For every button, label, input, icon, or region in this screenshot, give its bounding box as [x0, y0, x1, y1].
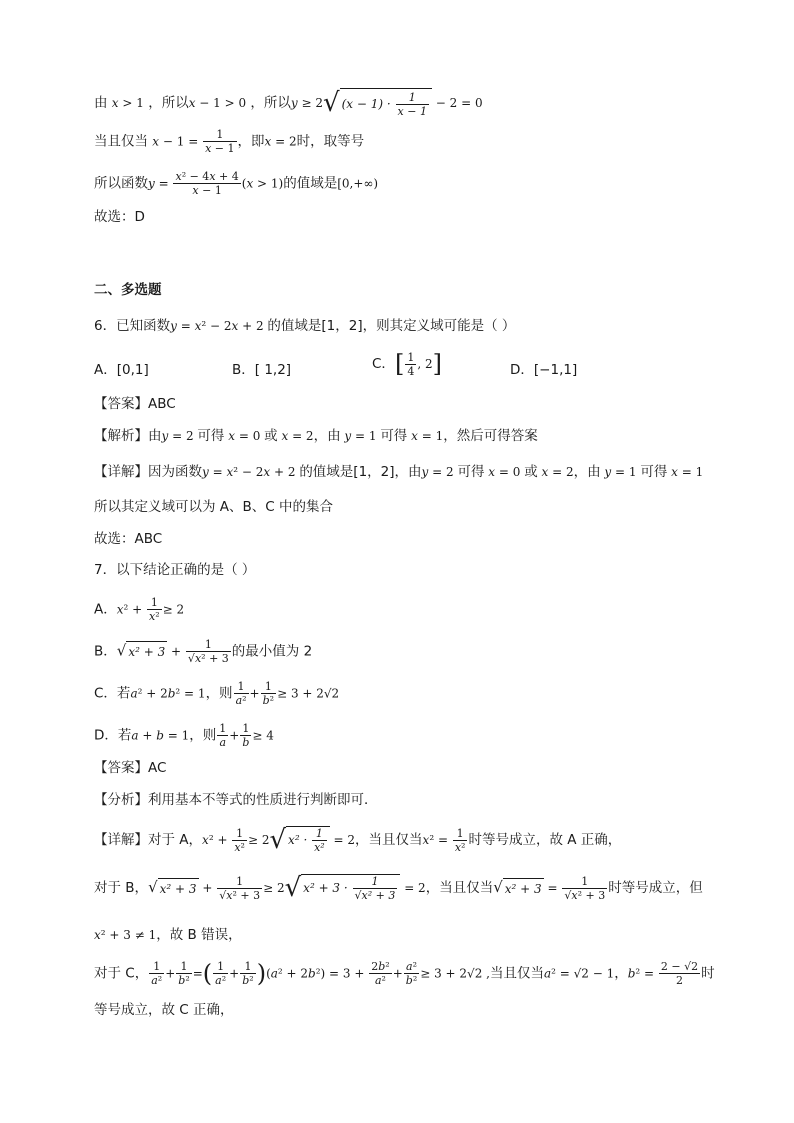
math: x² +: [202, 833, 232, 847]
text: D．若: [94, 727, 132, 744]
math: x: [277, 429, 289, 443]
radical-sign: √: [116, 641, 127, 660]
text: 对于 B，: [94, 880, 149, 896]
math: a² + 2b² = 1: [130, 686, 206, 701]
text: B．: [94, 643, 117, 660]
fraction: $\frac{2 - √2}{2}$: [660, 960, 699, 987]
math: =: [543, 881, 562, 895]
math: > 1: [118, 96, 144, 110]
text: C．: [372, 356, 395, 372]
text: 时等号成立，故 A 正确，: [468, 832, 622, 848]
text: ，当且仅当: [425, 880, 494, 896]
math: ≥ 2: [297, 96, 324, 110]
math: x: [111, 96, 119, 110]
fraction: $\frac{1}{x - 1}$: [397, 91, 427, 118]
text: 对于 A，: [148, 832, 203, 848]
math: x: [537, 465, 549, 479]
math: = 1: [677, 465, 704, 479]
math: x² + 3 ≠ 1: [94, 928, 157, 942]
text: 的值域是: [283, 175, 338, 192]
math: x: [484, 465, 496, 479]
math: x² +: [116, 602, 147, 617]
math: =: [154, 176, 173, 191]
text: A．: [94, 601, 117, 618]
math: = 2: [168, 429, 198, 443]
q6-stem: [94, 316, 515, 336]
text: B．[ 1,2]: [232, 362, 292, 378]
radicand: x² + 3: [158, 878, 199, 899]
text: 的值域是[1，2]，由: [299, 464, 422, 480]
math: y: [600, 465, 612, 479]
q6-option-b: [232, 358, 291, 378]
math: , 2: [417, 357, 433, 371]
fraction: $\frac{1}{\text{b²}}$: [178, 960, 190, 987]
math: (: [202, 959, 213, 988]
math: +: [198, 881, 217, 895]
math: y: [148, 176, 155, 191]
math: ≥ 3 + 2√2 ,: [420, 966, 490, 981]
text: 时等号成立，但: [608, 880, 703, 896]
analysis-tag: 【解析】: [94, 428, 148, 444]
math: +: [249, 686, 260, 701]
math: = 2: [548, 465, 574, 479]
math: x: [152, 134, 160, 149]
text-line-4: [94, 207, 145, 227]
math: y: [161, 429, 169, 443]
fraction: $\frac{1}{a}$: [219, 722, 227, 749]
math: y: [421, 465, 429, 479]
q6-option-a: [94, 358, 149, 378]
math: y: [290, 96, 298, 110]
math: a² = √2 − 1: [543, 966, 615, 981]
math: x: [264, 134, 272, 149]
radicand: x² + 3: [503, 878, 544, 899]
q7-option-b: [94, 638, 312, 665]
math: = 0: [495, 465, 525, 479]
math: ≥ 3 + 2√2: [277, 686, 340, 701]
q6-detail: [94, 462, 703, 482]
text: ，所以: [250, 95, 291, 111]
radical-sign: √: [493, 878, 503, 896]
text: ，由: [573, 464, 601, 480]
section-heading: 二、多选题: [94, 282, 162, 298]
text: 可得: [640, 464, 668, 480]
math: = 2: [288, 429, 314, 443]
radicand: x² + 3: [126, 641, 167, 662]
q6-option-c: [372, 350, 442, 378]
math: = x² − 2x + 2: [176, 319, 268, 333]
text-line-2: [94, 128, 364, 155]
math: y: [340, 429, 352, 443]
math: +: [229, 728, 240, 743]
math: x: [407, 429, 418, 443]
math: [0,+∞): [337, 176, 379, 191]
radicand: x² · $\frac{1}{\text{x²}}$: [286, 826, 330, 854]
q7-answer: 【答案】AC: [94, 760, 167, 776]
math: y: [202, 465, 209, 479]
math: − 2 = 0: [431, 96, 483, 110]
fraction: $\frac{1}{\text{a²}}$: [151, 960, 163, 987]
q7-detail-c: [94, 960, 715, 987]
math: x: [224, 429, 236, 443]
fraction: $\frac{1}{\text{a²}}$: [235, 680, 247, 707]
text: 时，取等号: [296, 133, 365, 150]
text: 可得: [380, 428, 408, 444]
radical-sign: √: [148, 878, 158, 896]
text: ，由: [313, 428, 341, 444]
fraction: $\frac{1}{\text{√x² + 3}}$: [564, 874, 606, 902]
math: ≥ 2: [162, 602, 185, 617]
radical-sign: √: [269, 825, 287, 855]
q7-detail-b-2: [94, 925, 242, 945]
math: ≥ 2: [247, 833, 270, 847]
math: − 1 =: [159, 134, 203, 149]
fraction: $\frac{1}{\text{x²}}$: [234, 826, 245, 854]
text: 由: [148, 428, 162, 444]
text: C．若: [94, 685, 131, 702]
math: = 2: [329, 833, 356, 847]
math: [: [394, 350, 405, 378]
text: 可得: [197, 428, 225, 444]
math: +: [167, 644, 185, 659]
text: 6．已知函数: [94, 318, 171, 334]
math: +: [229, 966, 240, 981]
fraction: $\frac{\text{2b²}}{\text{a²}}$: [371, 960, 390, 987]
math: ): [256, 959, 267, 988]
text: ，故 B 错误，: [156, 927, 242, 943]
fraction: $\frac{1}{4}$: [407, 350, 415, 378]
math: ]: [432, 350, 442, 378]
math: = 1: [417, 429, 444, 443]
radicand: x² + 3 · $\frac{1}{\text{√x² + 3}}$: [301, 874, 400, 902]
q7-detail-b: [94, 874, 703, 902]
text: ，所以: [148, 95, 189, 111]
math: x² =: [422, 833, 452, 847]
math: = 2: [271, 134, 297, 149]
q7-option-c: [94, 680, 339, 707]
math: =: [192, 966, 203, 981]
fraction: $\frac{1}{b}$: [242, 722, 250, 749]
q7-detail-a: [94, 826, 621, 854]
q7-analysis: 【分析】利用基本不等式的性质进行判断即可．: [94, 792, 378, 808]
text: 当且仅当: [489, 965, 544, 982]
math: − 1 > 0: [195, 96, 247, 110]
detail-tag: 【详解】: [94, 464, 148, 480]
text: 时: [701, 965, 715, 982]
text: 当且仅当: [94, 133, 148, 150]
detail-tag: 【详解】: [94, 832, 148, 848]
fraction: $\frac{1}{\text{x²}}$: [149, 596, 160, 623]
text: 所以函数: [94, 175, 148, 192]
math: = 2: [428, 465, 458, 479]
math: a + b = 1: [131, 728, 190, 743]
q7-detail-c-2: 等号成立，故 C 正确，: [94, 1002, 234, 1018]
math: ≥ 2: [263, 881, 285, 895]
math: = x² − 2x + 2: [208, 465, 300, 479]
q6-detail-2: 所以其定义域可以为 A、B、C 中的集合: [94, 499, 334, 515]
fraction: $\frac{1}{\text{x²}}$: [314, 827, 325, 854]
text: 的值域是[1，2]，则其定义域可能是（ ）: [267, 318, 516, 334]
q6-option-d: [510, 358, 577, 378]
math: = 1: [351, 429, 381, 443]
fraction: $\frac{1}{x - 1}$: [205, 128, 235, 155]
text: 故选：D: [94, 209, 145, 225]
math: +: [165, 966, 176, 981]
fraction: $\frac{1}{\text{b²}}$: [242, 960, 254, 987]
math: x: [667, 465, 678, 479]
math: = 0: [235, 429, 265, 443]
text: 或: [524, 464, 538, 480]
text: ，当且仅当: [355, 832, 423, 848]
fraction: $\frac{1}{\text{a²}}$: [215, 960, 227, 987]
fraction: $\frac{\text{a²}}{\text{b²}}$: [405, 960, 418, 987]
text: A．[0,1]: [94, 362, 149, 378]
fraction: $\frac{1}{\text{√x² + 3}}$: [354, 875, 396, 902]
math: ≥ 4: [252, 728, 274, 743]
text: 或: [264, 428, 278, 444]
math: (a² + 2b²) = 3 +: [266, 966, 369, 981]
text: 对于 C，: [94, 965, 149, 982]
radicand: (x − 1) · $\frac{1}{x - 1}$: [340, 88, 432, 118]
text: ，即: [237, 133, 265, 150]
text-line-1: [94, 88, 483, 118]
text: ，: [614, 965, 628, 982]
fraction: $\frac{1}{\text{√x² + 3}}$: [187, 638, 229, 665]
q7-option-a: [94, 596, 184, 623]
text: 可得: [457, 464, 485, 480]
text: D．[−1,1]: [510, 362, 578, 378]
math: = 2: [400, 881, 426, 895]
radical-sign: √: [284, 873, 302, 903]
text: 的最小值为 2: [231, 643, 313, 660]
q6-analysis: [94, 426, 538, 446]
text: 由: [94, 95, 108, 111]
text: 因为函数: [148, 464, 202, 480]
math: = 1: [611, 465, 641, 479]
math: (x > 1): [241, 176, 284, 191]
text: ，则: [205, 685, 233, 702]
q6-final: 故选：ABC: [94, 531, 163, 547]
fraction: $\frac{1}{\text{x²}}$: [454, 826, 466, 854]
fraction: $\frac{1}{\text{√x² + 3}}$: [219, 874, 261, 902]
q6-answer: 【答案】ABC: [94, 396, 176, 412]
fraction: $\frac{1}{\text{b²}}$: [262, 680, 275, 707]
fraction: $\frac{\text{x² − 4x + 4}}{x - 1}$: [175, 170, 239, 197]
text: ，则: [189, 727, 217, 744]
q7-stem: 7．以下结论正确的是（ ）: [94, 562, 256, 578]
text-line-3: [94, 170, 378, 197]
text: ，然后可得答案: [443, 428, 538, 444]
math: +: [392, 966, 403, 981]
math: b² =: [627, 966, 658, 981]
math: y: [170, 319, 177, 333]
radical-sign: √: [323, 88, 340, 118]
q7-option-d: [94, 722, 274, 749]
math: x: [188, 96, 196, 110]
